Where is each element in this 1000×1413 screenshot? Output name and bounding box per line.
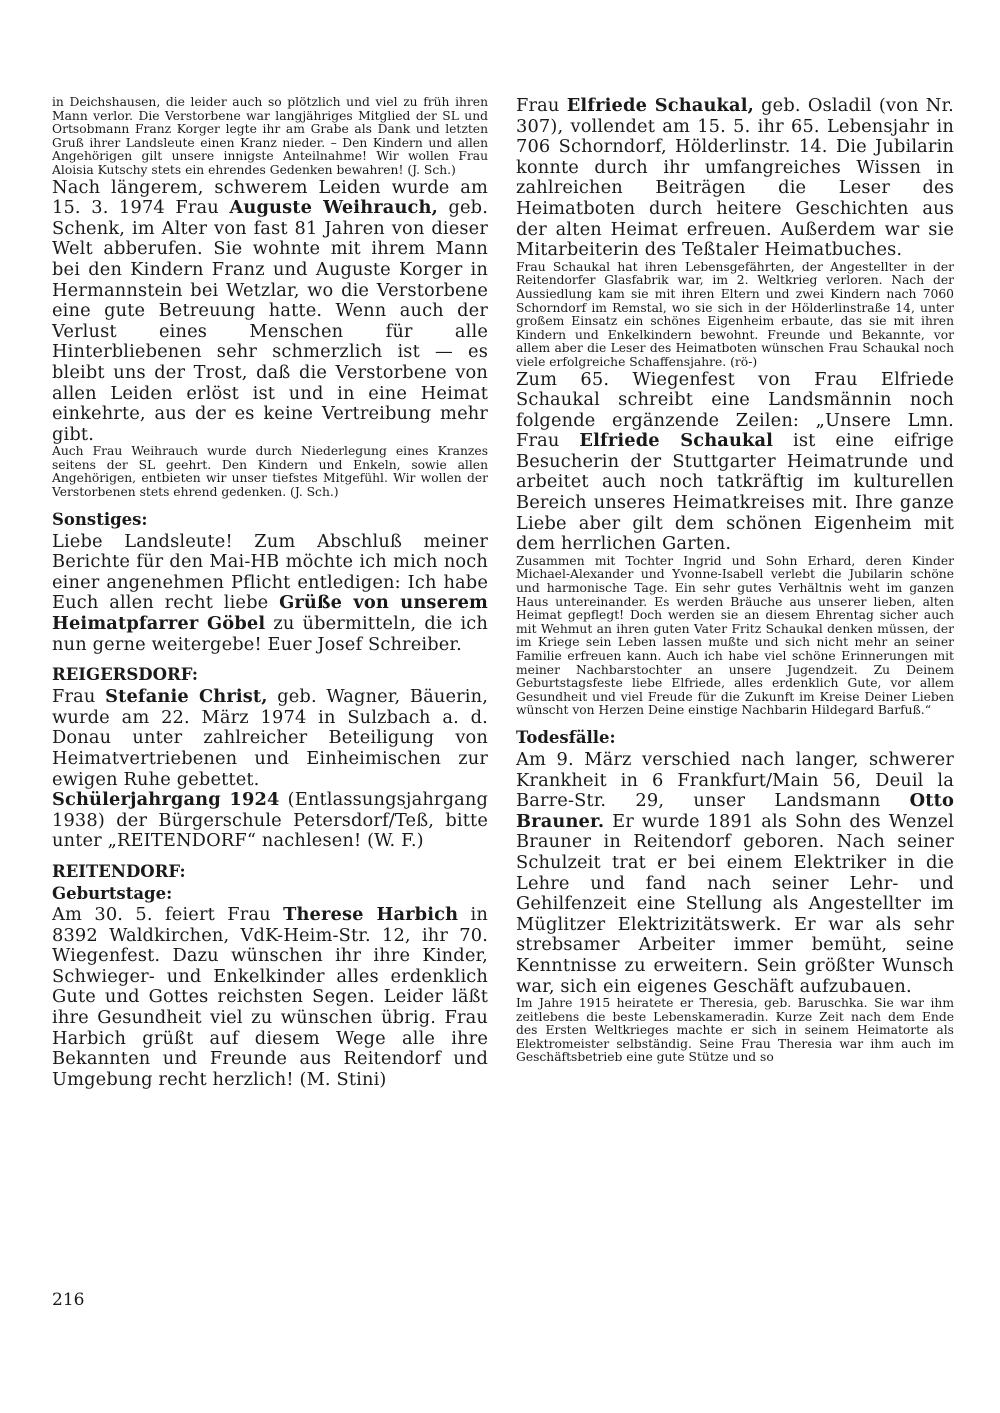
- obituary-kutschy-end: in Deichshausen, die leider auch so plötzlich und viel zu früh ihren Mann verlor. Die Verstorbene war langjähriges Mitglied der SL und Ortsobmann Franz Korger legte ihr am Grabe als Dank und letzten Gruß ihrer Landsleute einen Kranz nieder. – Den Kindern und allen Angehörigen gilt unsere innigste Anteilnahme! Wir wollen Frau Aloisia Kutschy stets ein ehrendes Gedenken bewahren! (J. Sch.): [52, 95, 488, 177]
- birthday-schaukal-letter: Zum 65. Wiegenfest von Frau Elfriede Schaukal schreibt eine Landsmännin noch folgende ergänzende Zeilen: „Unsere Lmn. Frau Elfriede Schaukal ist eine eifrige Besucherin der Stuttgarter Heimatrunde und arbeitet auch noch tatkräftig im kulturellen Bereich unseres Heimatkreises mit. Ihre ganze Liebe aber gilt dem schönen Eigenheim mit dem herrlichen Garten.: [516, 368, 954, 555]
- person-name: Therese Harbich: [283, 903, 459, 925]
- left-column: [52, 96, 488, 1090]
- schuelerjahrgang-bold: Schülerjahrgang 1924: [52, 789, 280, 811]
- sonstiges-text: Liebe Landsleute! Zum Abschluß meiner Berichte für den Mai-HB möchte ich mich noch einer angenehmen Pflicht entledigen: Ich habe Euch allen recht liebe Grüße von unserem Heimatpfarrer Göbel zu übermitteln, die ich nun gerne weitergebe! Euer Josef Schreiber.: [52, 530, 489, 655]
- schuelerjahrgang-note: Schülerjahrgang 1924 (Entlassungsjahrgang 1938) der Bürgerschule Petersdorf/Teß, bitte unter „REITENDORF“ nachlesen! (W. F.): [52, 789, 488, 852]
- person-name: Elfriede Schaukal,: [566, 95, 754, 116]
- person-name: Elfriede Schaukal: [579, 430, 774, 452]
- person-name: Otto Brauner.: [516, 790, 954, 832]
- page-number: 216: [52, 1290, 85, 1310]
- birthday-schaukal-note: Frau Schaukal hat ihren Lebensgefährten, der Angestellter in der Reitendorfer Glasfabrik war, im 2. Weltkrieg verloren. Nach der Aussiedlung kam sie mit ihren Eltern und zwei Kindern nach 7060 Schorndorf im Remstal, wo sie sich in der Hölderlinstraße 14, unter großem Einsatz ein schönes Eigenheim erbaute, das sie mit ihren Kindern und Enkelkindern bewohnt. Freunde und Bekannte, vor allem aber die Leser des Heimatboten wünschen Frau Schaukal noch viele erfolgreiche Schaffensjahre. (rö-): [516, 259, 954, 369]
- birthday-schaukal: Frau Elfriede Schaukal, geb. Osladil (von Nr. 307), vollendet am 15. 5. ihr 65. Lebensjahr in 706 Schorndorf, Hölderlinstr. 14. Die Jubilarin konnte durch ihr umfangreiches Wissen in zahlreichen Beiträgen die Leser des Heimatboten durch heitere Geschichten aus der alten Heimat erfreuen. Außerdem war sie Mitarbeiterin des Teßtaler Heimatbuches.: [516, 95, 954, 261]
- birthday-schaukal-letter-note: Zusammen mit Tochter Ingrid und Sohn Erhard, deren Kinder Michael-Alexander und Yvonne-Isabell verlebt die Jubilarin schöne und harmonische Tage. Ein sehr gutes Verhältnis weht im ganzen Haus untereinander. Es werden Bräuche aus unserer lieben, alten Heimat gepflegt! Doch werden sie an diesem Ehrentag sicher auch mit Wehmut an ihren guten Vater Fritz Schaukal denken müssen, der im Kriege sein Leben lassen mußte und sich nicht mehr an seiner Familie erfreuen kann. Auch ich habe viel schöne Erinnerungen mit meiner Nachbarstochter an unsere Jugendzeit. Zu Deinem Geburtstagsfeste liebe Elfriede, alles erdenklich Gute, vor allem Gesundheit und viel Freude für die Zukunft im Kreise Deiner Lieben wünscht von Herzen Deine einstige Nachbarin Hildegard Barfuß.“: [516, 553, 954, 718]
- section-heading-sonstiges: Sonstiges:: [52, 509, 148, 529]
- section-heading-reitendorf: REITENDORF:: [52, 861, 186, 881]
- section-heading-reigersdorf: REIGERSDORF:: [52, 665, 198, 685]
- obituary-weihrauch-note: Auch Frau Weihrauch wurde durch Niederlegung eines Kranzes seitens der SL geehrt. Den Kindern und Enkeln, sowie allen Angehörigen, entbieten wir unser tiefstes Mitgefühl. Wir wollen der Verstorbenen stets ehrend gedenken. (J. Sch.): [52, 444, 488, 500]
- section-heading-todesfaelle: Todesfälle:: [516, 727, 616, 747]
- right-column: [516, 96, 954, 1065]
- obituary-christ: Frau Stefanie Christ, geb. Wagner, Bäuerin, wurde am 22. März 1974 in Sulzbach a. d. Donau unter zahlreicher Beteiligung von Heimatvertriebenen und Einheimischen zur ewigen Ruhe gebettet.: [52, 686, 489, 790]
- subheading-geburtstage: Geburtstage:: [52, 883, 173, 903]
- person-name: Stefanie Christ,: [105, 686, 268, 708]
- obituary-brauner: Am 9. März verschied nach langer, schwerer Krankheit in 6 Frankfurt/Main 56, Deuil la Barre-Str. 29, unser Landsmann Otto Brauner. Er wurde 1891 als Sohn des Wenzel Brauner in Reitendorf geboren. Nach seiner Schulzeit trat er bei einem Elektriker in die Lehre und fand nach seiner Lehr- und Gehilfenzeit eine Stellung als Angestellter im Müglitzer Elektrizitätswerk. Er war als sehr strebsamer Arbeiter immer bemüht, seine Kenntnisse zu erweitern. Sein größter Wunsch war, sich ein eigenes Geschäft aufzubauen.: [516, 748, 954, 997]
- birthday-harbich: Am 30. 5. feiert Frau Therese Harbich in 8392 Waldkirchen, VdK-Heim-Str. 12, ihr 70. Wiegenfest. Dazu wünschen ihr ihre Kinder, Schwieger- und Enkelkinder alles erdenklich Gute und Gottes reichsten Segen. Leider läßt ihre Gesundheit viel zu wünschen übrig. Frau Harbich grüßt auf diesem Wege alle ihre Bekannten und Freunde aus Reitendorf und Umgebung recht herzlich! (M. Stini): [52, 903, 488, 1090]
- person-name: Auguste Weihrauch,: [229, 197, 438, 219]
- greeting-bold: Grüße von unserem Heimatpfarrer Göbel: [52, 592, 489, 635]
- obituary-weihrauch: Nach längerem, schwerem Leiden wurde am 15. 3. 1974 Frau Auguste Weihrauch, geb. Schenk, im Alter von fast 81 Jahren von dieser Welt abberufen. Sie wohnte mit ihrem Mann bei den Kindern Franz und Auguste Korger in Hermannstein bei Wetzlar, wo die Verstorbene eine gute Betreuung hatte. Wenn auch der Verlust eines Menschen für alle Hinterbliebenen sehr schmerzlich ist — es bleibt uns der Trost, daß die Verstorbene von allen Leiden erlöst ist und in eine Heimat einkehrte, aus der es keine Vertreibung mehr gibt.: [52, 176, 488, 445]
- obituary-brauner-note: Im Jahre 1915 heiratete er Theresia, geb. Baruschka. Sie war ihm zeitlebens die beste Lebenskameradin. Kurze Zeit nach dem Ende des Ersten Weltkrieges machte er sich in seinem Heimatorte als Elektromeister selbständig. Seine Frau Theresia war ihm auch im Geschäftsbetrieb eine gute Stütze und so: [516, 996, 954, 1065]
